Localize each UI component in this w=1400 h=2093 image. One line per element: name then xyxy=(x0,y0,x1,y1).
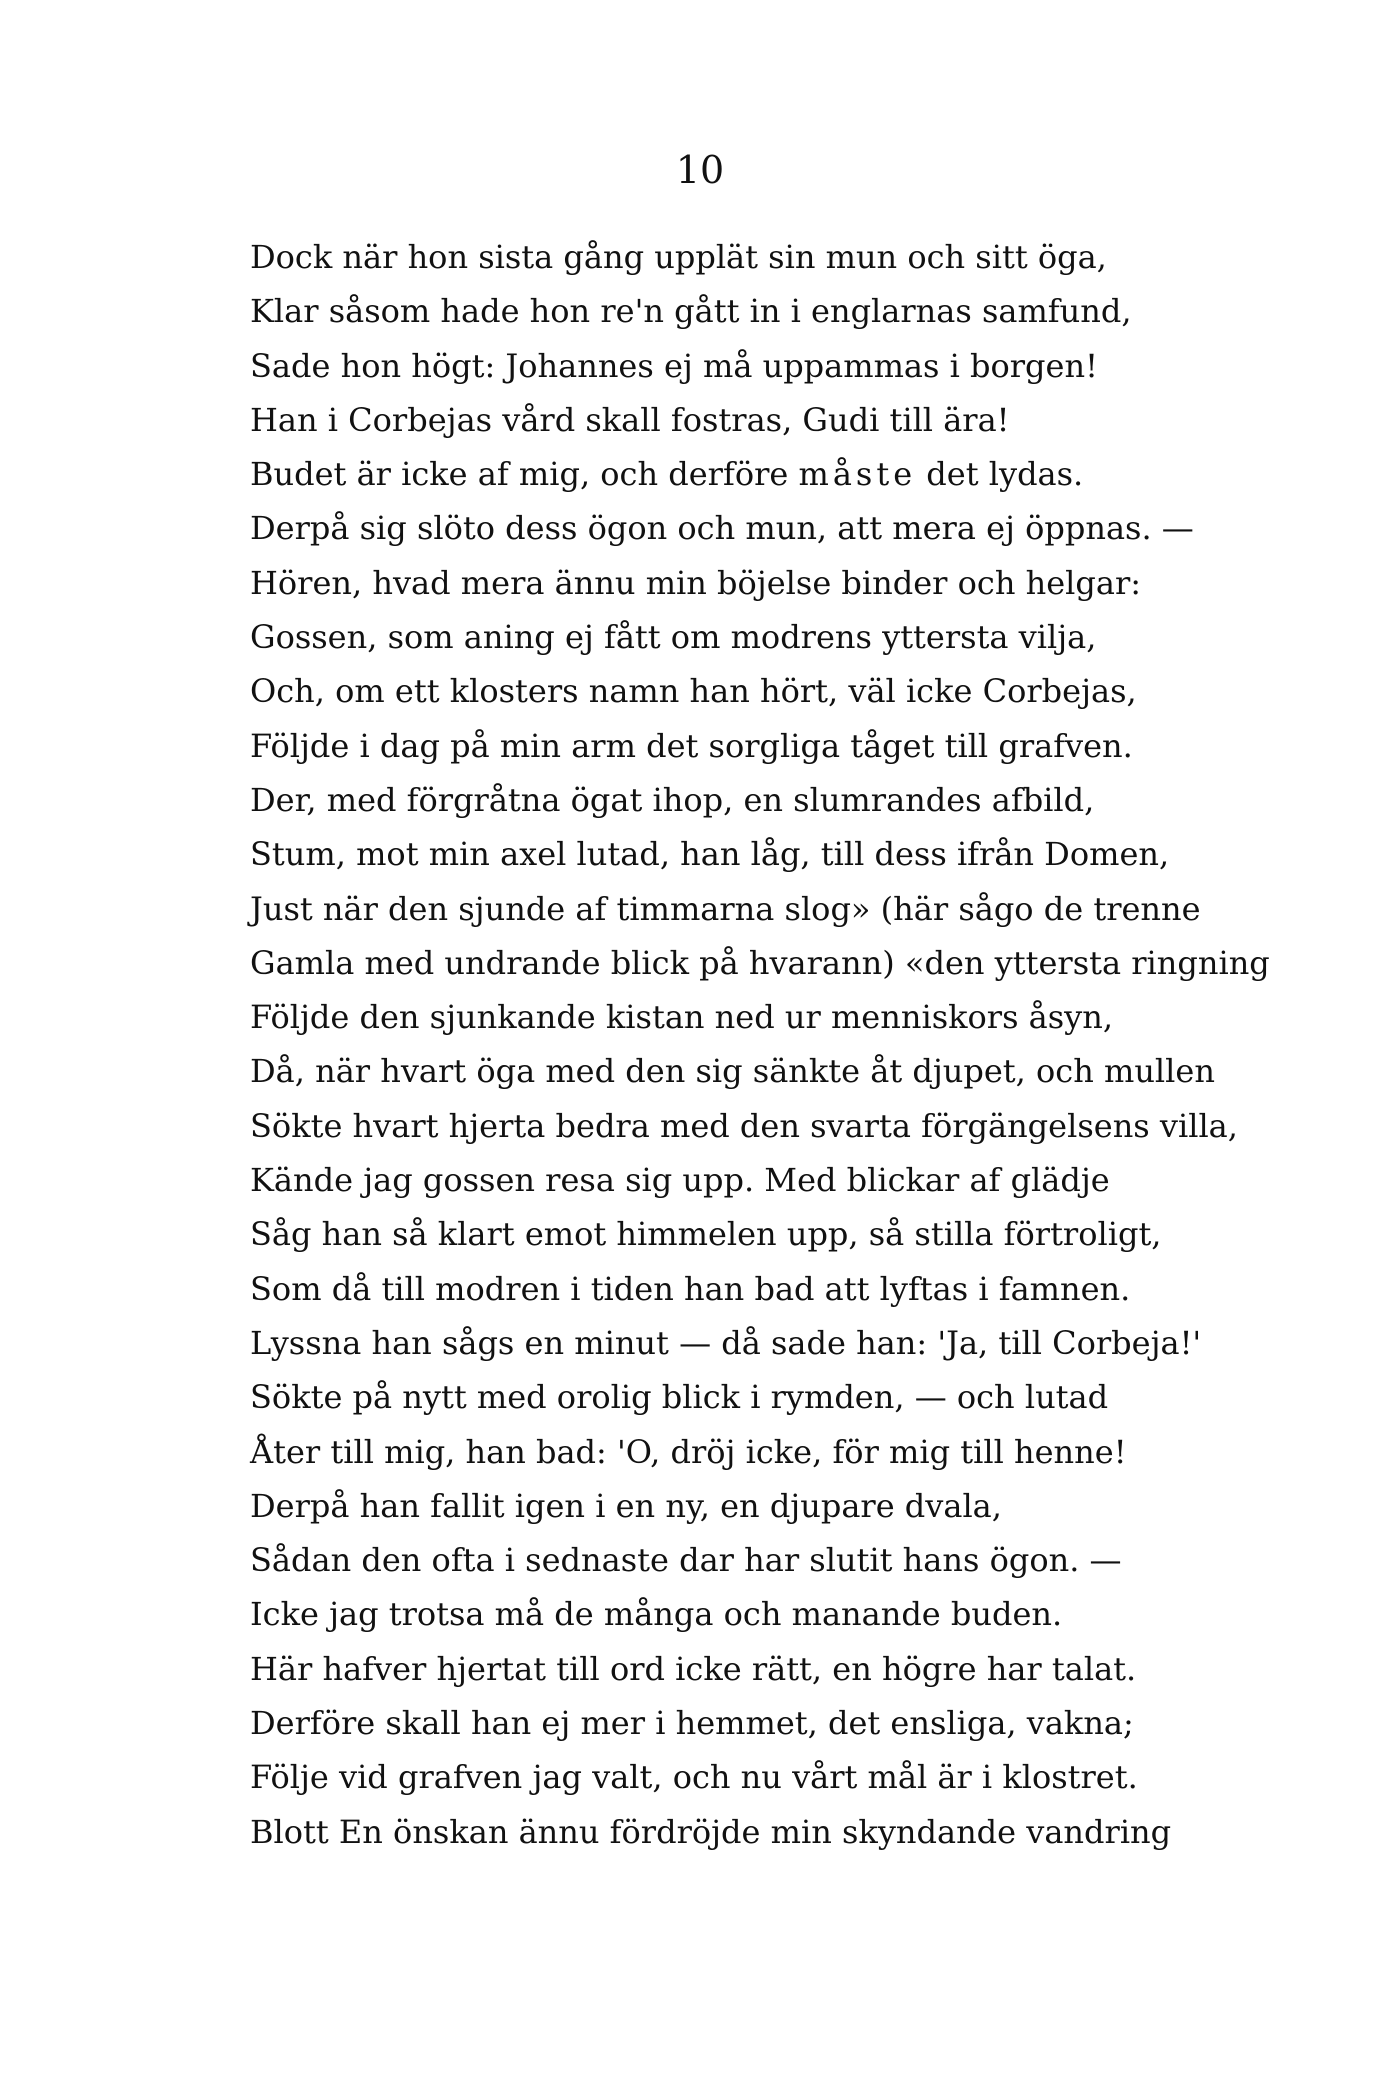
verse-line: Dock när hon sista gång upplät sin mun och sitt öga, xyxy=(250,238,1107,276)
poem-text xyxy=(250,230,1300,1859)
verse-line: Åter till mig, han bad: 'O, dröj icke, för mig till henne! xyxy=(250,1432,1127,1471)
verse-line: Gamla med undrande blick på hvarann) «den yttersta ringning xyxy=(250,943,1270,982)
verse-line: Som då till modren i tiden han bad att lyftas i famnen. xyxy=(250,1269,1131,1308)
verse-line: Derpå han fallit igen i en ny, en djupare dvala, xyxy=(250,1486,1002,1525)
verse-line-text: det lydas. xyxy=(916,455,1084,494)
verse-line: Här hafver hjertat till ord icke rätt, en högre har talat. xyxy=(250,1649,1137,1688)
emphasized-word: måste xyxy=(798,455,917,494)
verse-line-text: Budet är icke af mig, och derföre xyxy=(250,455,799,494)
verse-line: Lyssna han sågs en minut — då sade han: 'Ja, till Corbeja!' xyxy=(250,1323,1202,1362)
verse-line: Då, när hvart öga med den sig sänkte åt djupet, och mullen xyxy=(250,1052,1215,1091)
verse-line: Derföre skall han ej mer i hemmet, det ensliga, vakna; xyxy=(250,1704,1134,1743)
verse-line: Sökte hvart hjerta bedra med den svarta förgängelsens villa, xyxy=(250,1106,1238,1145)
verse-line: Derpå sig slöto dess ögon och mun, att mera ej öppnas. — xyxy=(250,509,1194,548)
verse-line: Stum, mot min axel lutad, han låg, till dess ifrån Domen, xyxy=(250,835,1170,874)
verse-line: Och, om ett klosters namn han hört, väl icke Corbejas, xyxy=(250,672,1137,711)
verse-line: Kände jag gossen resa sig upp. Med blickar af glädje xyxy=(250,1161,1110,1200)
verse-line: Der, med förgråtna ögat ihop, en slumrandes afbild, xyxy=(250,780,1095,819)
verse-line: Sökte på nytt med orolig blick i rymden, — och lutad xyxy=(250,1378,1109,1417)
verse-line: Han i Corbejas vård skall fostras, Gudi till ära! xyxy=(250,400,1010,439)
verse-line: Följde i dag på min arm det sorgliga tåget till grafven. xyxy=(250,726,1133,765)
verse-line: Hören, hvad mera ännu min böjelse binder och helgar: xyxy=(250,563,1142,602)
verse-line: Gossen, som aning ej fått om modrens yttersta vilja, xyxy=(250,618,1097,657)
verse-line: Följe vid grafven jag valt, och nu vårt mål är i klostret. xyxy=(250,1758,1138,1797)
verse-line: Sådan den ofta i sednaste dar har slutit hans ögon. — xyxy=(250,1541,1122,1580)
verse-line: Såg han så klart emot himmelen upp, så stilla förtroligt, xyxy=(250,1215,1162,1254)
verse-line: Blott En önskan ännu fördröjde min skyndande vandring xyxy=(250,1812,1172,1851)
verse-line: Icke jag trotsa må de många och manande buden. xyxy=(250,1595,1063,1634)
verse-line: Följde den sjunkande kistan ned ur menniskors åsyn, xyxy=(250,998,1114,1037)
verse-line: Just när den sjunde af timmarna slog» (här sågo de trenne xyxy=(250,889,1201,928)
verse-line: Sade hon högt: Johannes ej må uppammas i borgen! xyxy=(250,346,1098,385)
page-number: 10 xyxy=(675,148,725,192)
verse-line xyxy=(250,447,1300,501)
verse-line: Klar såsom hade hon re'n gått in i englarnas samfund, xyxy=(250,292,1132,331)
